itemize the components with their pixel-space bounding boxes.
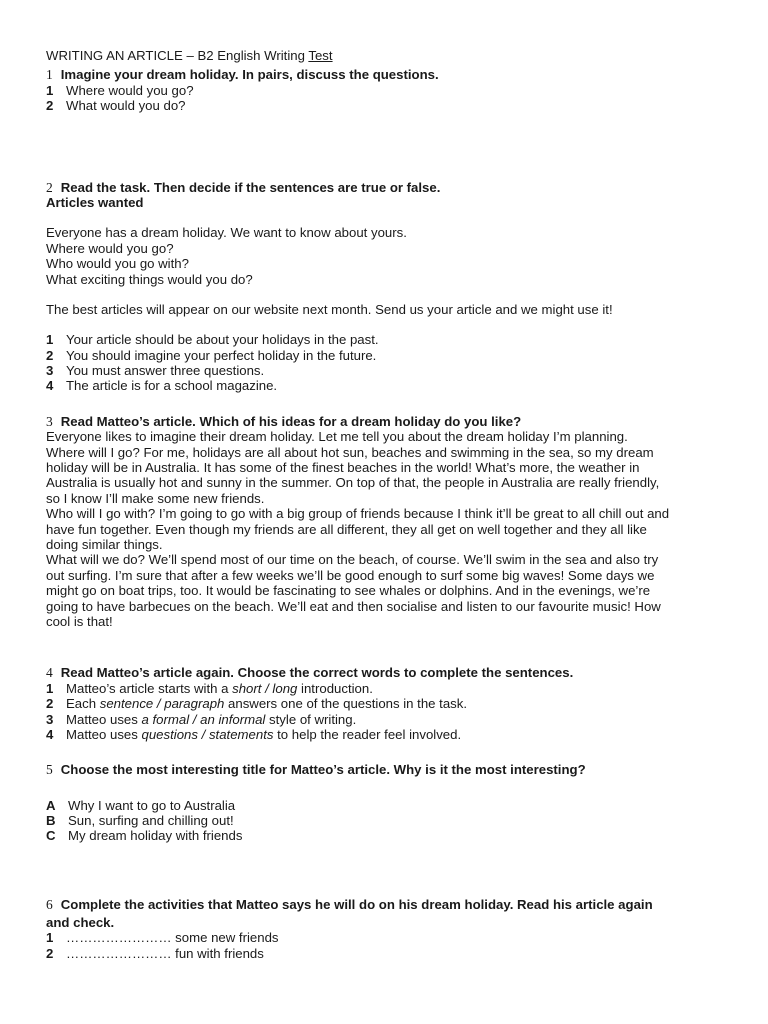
instruction-text: Read Matteo’s article. Which of his ideas for a dream holiday do you like? [60, 413, 522, 429]
answer-blank[interactable]: …………………… [66, 930, 172, 946]
item-text: The article is for a school magazine. [66, 378, 278, 394]
exercise-3-instruction [46, 414, 726, 429]
task-heading: Articles wanted [46, 194, 144, 210]
item-text: to help the reader feel involved. [273, 726, 462, 742]
answer-blank[interactable]: …………………… [66, 945, 172, 961]
word-choice: a formal / an informal [141, 711, 266, 727]
worksheet [46, 48, 726, 961]
list-item [46, 798, 726, 813]
item-text: answers one of the questions in the task. [224, 696, 468, 712]
list-item [46, 696, 726, 711]
instruction-text: Complete the activities that Matteo says he will do on his dream holiday. Read his article again [60, 896, 653, 912]
exercise-2 [46, 180, 726, 394]
list-item [46, 363, 726, 378]
list-item [46, 332, 726, 347]
exercise-number: 6 [46, 896, 53, 912]
article-line: cool is that! [46, 613, 113, 629]
list-item [46, 930, 726, 945]
title-text: WRITING AN ARTICLE – B2 English Writing [46, 48, 309, 63]
exercise-4-instruction [46, 665, 726, 680]
instruction-continued: and check. [46, 914, 115, 930]
item-number: 1 [46, 82, 54, 98]
article-line: Who will I go with? I’m going to go with a big group of friends because I think it’ll be great to all chill out and [46, 506, 670, 522]
title-link[interactable]: Test [308, 48, 333, 63]
item-text: Why I want to go to Australia [68, 797, 236, 813]
item-number: 3 [46, 711, 54, 727]
exercise-5-instruction [46, 762, 726, 777]
item-number: 1 [46, 930, 54, 946]
article-line: holiday will be in Australia. It has some of the finest beaches in the world! What’s more, the weather in [46, 460, 640, 476]
item-text: You must answer three questions. [66, 363, 265, 379]
item-number: 1 [46, 680, 54, 696]
article-line: might go on boat trips, too. It would be fascinating to see whales or dolphins. And in the evenings, we’re [46, 583, 651, 599]
item-number: 2 [46, 945, 54, 961]
item-number: 2 [46, 696, 54, 712]
article-line: Everyone likes to imagine their dream holiday. Let me tell you about the dream holiday I’m planning. [46, 429, 628, 445]
exercise-number: 1 [46, 67, 53, 83]
page-title [46, 48, 726, 63]
instruction-text: Choose the most interesting title for Matteo’s article. Why is it the most interesting? [60, 762, 586, 778]
instruction-text: Read Matteo’s article again. Choose the correct words to complete the sentences. [60, 665, 574, 681]
item-number: 4 [46, 726, 54, 742]
item-text: Matteo uses [66, 726, 142, 742]
article-line: doing similar things. [46, 536, 163, 552]
item-text: My dream holiday with friends [68, 828, 243, 844]
item-number: 4 [46, 378, 54, 394]
item-text: Matteo’s article starts with a [66, 680, 233, 696]
article-line: have fun together. Even though my friends are all different, they all get on well together and they all like [46, 521, 647, 537]
exercise-6-instruction [46, 895, 726, 915]
item-text: What would you do? [66, 98, 186, 114]
exercise-1 [46, 67, 726, 113]
item-text: Each [66, 696, 100, 712]
article-line: Where will I go? For me, holidays are all about hot sun, beaches and swimming in the sea, so my dream [46, 444, 654, 460]
article-line: What will we do? We’ll spend most of our time on the beach, of course. We’ll swim in the sea and also try [46, 552, 659, 568]
article-line: Australia is usually hot and sunny in the summer. On top of that, the people in Australia are really friendly, [46, 475, 660, 491]
exercise-6 [46, 895, 726, 961]
instruction-text: Imagine your dream holiday. In pairs, discuss the questions. [60, 67, 439, 83]
exercise-number: 2 [46, 179, 53, 195]
item-text: some new friends [171, 930, 279, 946]
item-text: introduction. [297, 680, 373, 696]
list-item [46, 712, 726, 727]
item-number: 2 [46, 347, 54, 363]
list-item [46, 83, 726, 98]
article-line: out surfing. I’m sure that after a few weeks we’ll be good enough to surf some big waves! Some days we [46, 567, 655, 583]
list-item [46, 727, 726, 742]
item-text: Sun, surfing and chilling out! [68, 813, 234, 829]
list-item [46, 828, 726, 843]
task-line: What exciting things would you do? [46, 271, 253, 287]
exercise-1-instruction [46, 67, 726, 82]
instruction-text: Read the task. Then decide if the sentences are true or false. [60, 179, 441, 195]
item-number: 1 [46, 332, 54, 348]
task-line: Where would you go? [46, 240, 174, 256]
exercise-number: 3 [46, 413, 53, 429]
word-choice: short / long [232, 680, 298, 696]
item-text: Where would you go? [66, 82, 194, 98]
item-number: 2 [46, 98, 54, 114]
exercise-number: 4 [46, 665, 53, 681]
task-line: Who would you go with? [46, 256, 189, 272]
word-choice: sentence / paragraph [99, 696, 225, 712]
article-line: so I know I’ll make some new friends. [46, 490, 265, 506]
list-item [46, 98, 726, 113]
word-choice: questions / statements [141, 726, 274, 742]
exercise-5 [46, 762, 726, 844]
exercise-2-instruction [46, 180, 726, 195]
item-number: 3 [46, 363, 54, 379]
list-item [46, 378, 726, 393]
list-item [46, 348, 726, 363]
task-line: The best articles will appear on our website next month. Send us your article and we might use it! [46, 301, 613, 317]
article-line: going to have barbecues on the beach. We’ll eat and then socialise and listen to our favourite music! How [46, 598, 661, 614]
item-text: Your article should be about your holidays in the past. [66, 332, 379, 348]
task-line: Everyone has a dream holiday. We want to know about yours. [46, 225, 407, 241]
item-letter: B [46, 813, 56, 829]
item-text: style of writing. [265, 711, 357, 727]
list-item [46, 681, 726, 696]
list-item [46, 813, 726, 828]
item-text: You should imagine your perfect holiday in the future. [66, 347, 377, 363]
item-text: Matteo uses [66, 711, 142, 727]
list-item [46, 946, 726, 961]
item-letter: C [46, 828, 56, 844]
exercise-number: 5 [46, 762, 53, 778]
exercise-4 [46, 665, 726, 742]
item-text: fun with friends [171, 945, 264, 961]
item-letter: A [46, 797, 56, 813]
exercise-3 [46, 414, 726, 629]
